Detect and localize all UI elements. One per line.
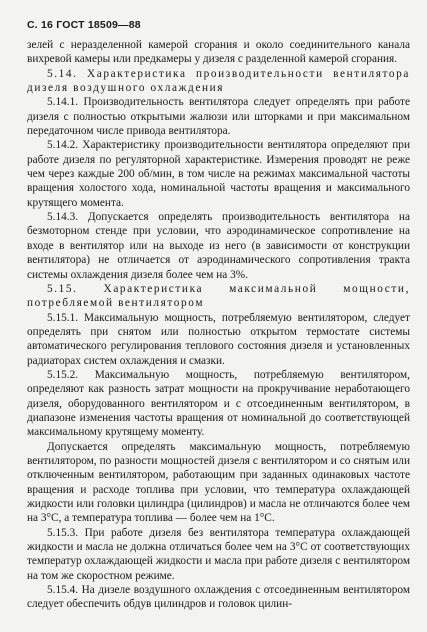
paragraph: зелей с неразделенной камерой сгорания и около соединительного канала вихревой камеры или предкамеры у дизеля с разделенной камерой сгорания. [27, 39, 410, 66]
section-heading: 5.14. Характеристика производительности вентилятора дизеля воздушного охлаждения [27, 67, 410, 95]
page-body [27, 38, 410, 612]
section-heading: 5.15. Характеристика максимальной мощности, потребляемой вентилятором [27, 282, 410, 310]
paragraph: 5.15.3. При работе дизеля без вентилятора температура охлаждающей жидкости и масла не должна отличаться более чем на 3°С от соответствующих температур охлаждающей жидкости и масла при работе дизеля с вентилятором на том же скоростном режиме. [27, 526, 410, 582]
paragraph: 5.15.4. На дизеле воздушного охлаждения с отсоединенным вентилятором следует обеспечить обдув цилиндров и головок цилин- [27, 584, 410, 611]
paragraph: 5.14.2. Характеристику производительности вентилятора определяют при работе дизеля по регуляторной характеристике. Измерения проводят не реже чем через каждые 200 об/мин, в том числе на режимах максимальной частоты вращения холостого хода, номинальной частоты вращения и максимального крутящего момента. [27, 139, 410, 209]
paragraph: 5.15.1. Максимальную мощность, потребляемую вентилятором, следует определять при снятом или полностью открытом термостате системы автоматического регулирования теплового состояния дизеля и установленных радиаторах систем охлаждения и смазки. [27, 311, 410, 367]
paragraph: 5.14.1. Производительность вентилятора следует определять при работе дизеля с полностью открытыми жалюзи или шторками и при максимальном передаточном числе привода вентилятора. [27, 96, 410, 138]
paragraph: 5.14.3. Допускается определять производительность вентилятора на безмоторном стенде при условии, что аэродинамическое сопротивление на входе в вентилятор или на выходе из него (в зависимости от конструкции вентилятора) не отличается от аэродинамического сопротивления тракта системы охлаждения дизеля более чем на 3%. [27, 211, 410, 281]
page-header: С. 16 ГОСТ 18509—88 [27, 19, 141, 31]
paragraph: 5.15.2. Максимальную мощность, потребляемую вентилятором, определяют как разность затрат мощности на прокручивание неработающего дизеля, оборудованного вентилятором и с отсоединенным вентилятором, в диапазоне изменения частоты вращения от номинальной до соответствующей максимальному крутящему моменту. [27, 368, 410, 439]
paragraph: Допускается определять максимальную мощность, потребляемую вентилятором, по разности мощностей дизеля с вентилятором и со снятым или отключенным вентилятором, работающим при заданных одинаковых частоте вращения и расходе топлива при условии, что температура охлаждающей жидкости или головки цилиндра (цилиндров) и масла не отличаются более чем на 3°С, а температура топлива — более чем на 1°С. [27, 440, 410, 525]
